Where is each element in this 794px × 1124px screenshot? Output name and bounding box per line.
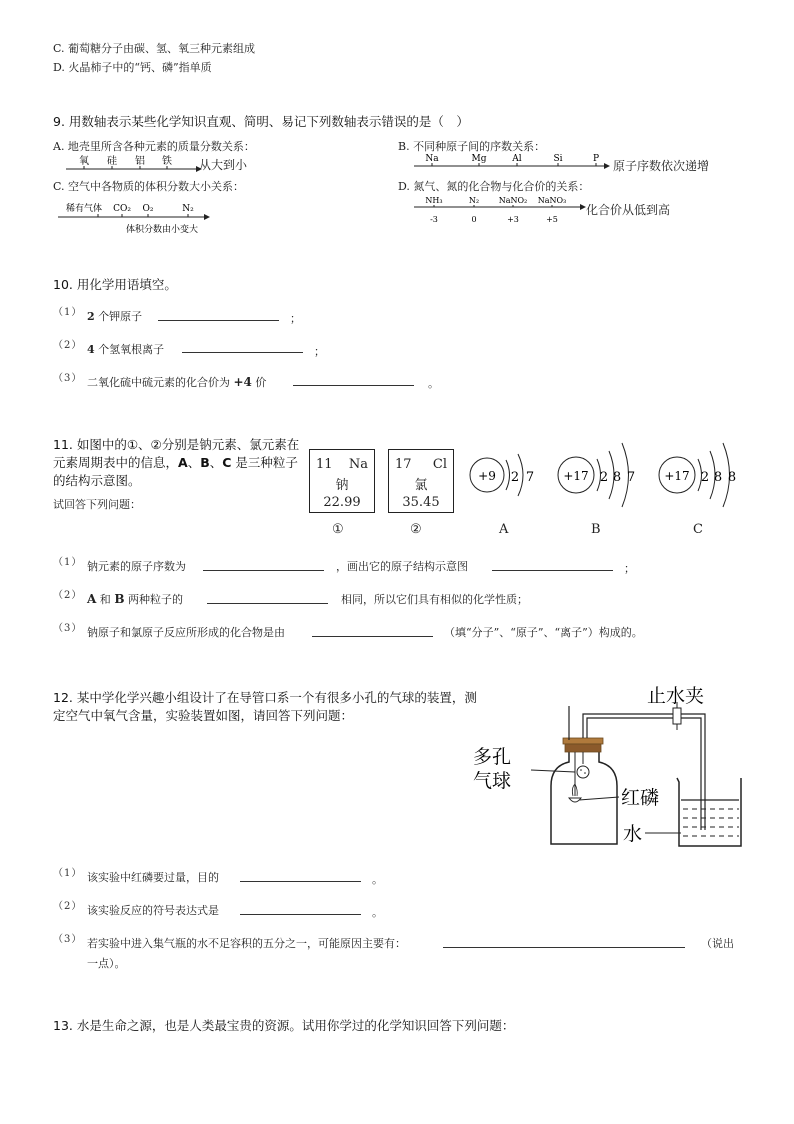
q12-part2-number: （2） <box>53 901 83 912</box>
q11-part2-number: （2） <box>53 590 83 601</box>
q10-part3-end: 。 <box>428 377 439 390</box>
q9-b-item: Si <box>553 154 563 164</box>
atom-shell-electrons: 2 <box>510 470 520 485</box>
q8-option-c: C. 葡萄糖分子由碳、氢、氧三种元素组成 <box>53 42 256 55</box>
q10-part3-unit: 价 <box>251 376 267 389</box>
q11-stem-c: C <box>222 455 232 470</box>
q11-part1-number: （1） <box>53 557 83 568</box>
element-cell-sodium <box>309 449 375 513</box>
q9-b-item: Mg <box>471 154 487 164</box>
q12-part3-number: （3） <box>53 934 83 945</box>
q9-option-d-axis <box>412 193 592 229</box>
q9-a-item: 铝 <box>135 156 145 167</box>
cell-atomic-mass: 22.99 <box>323 495 361 510</box>
q10-part2-text: 个氢氧根离子 <box>94 343 165 356</box>
q9-option-d-label: D. 氮气、氮的化合物与化合价的关系： <box>398 180 590 193</box>
q11-stem-sep: 、 <box>187 455 201 470</box>
q12-part2-text: 该实验反应的符号表达式是 <box>87 904 219 917</box>
q11-part2-text-2: 相同，所以它们具有相似的化学性质； <box>341 593 528 606</box>
q11-part2-text: 两种粒子的 <box>124 593 183 606</box>
q11-part2-a: A <box>87 592 97 606</box>
q9-b-item: Na <box>425 154 439 164</box>
q11-part1-text: 钠元素的原子序数为 <box>87 560 186 573</box>
q9-a-note: 从大到小 <box>199 158 248 172</box>
q9-option-b-label: B. 不同种原子间的序数关系： <box>398 140 546 153</box>
q10-part2-end: ； <box>314 345 325 358</box>
q9-c-item: N₂ <box>182 204 194 214</box>
q9-d-value: 0 <box>471 215 477 224</box>
atom-shell-electrons: 8 <box>727 470 737 485</box>
q12-part1-end: 。 <box>372 873 383 886</box>
label-balloon-1: 多孔 <box>473 746 512 768</box>
atom-shell-electrons: 7 <box>525 470 535 485</box>
q10-part1-number: （1） <box>53 307 83 318</box>
q9-b-item: P <box>592 154 600 164</box>
cell-atomic-number: 17 <box>395 457 412 472</box>
label-clamp: 止水夹 <box>647 685 705 707</box>
q10-part1-end: ； <box>290 312 301 325</box>
q11-stem-line2-text: 元素周期表中的信息， <box>53 455 179 470</box>
q10-stem: 10. 用化学用语填空。 <box>53 277 177 292</box>
q12-part1-text: 该实验中红磷要过量，目的 <box>87 871 219 884</box>
q11-stem-b: B <box>200 455 210 470</box>
atom-caption: C <box>693 522 703 537</box>
q9-d-item: NaNO₃ <box>537 196 567 205</box>
q12-stem-line1: 12. 某中学化学兴趣小组设计了在导管口系一个有很多小孔的气球的装置，测 <box>53 690 477 705</box>
q12-part1-number: （1） <box>53 868 83 879</box>
q9-c-item: 稀有气体 <box>65 204 103 214</box>
cell-atomic-number: 11 <box>316 457 333 472</box>
cell-element-name: 氯 <box>414 478 428 493</box>
q11-part1-answer-blank-1[interactable] <box>203 570 324 571</box>
cell-symbol: Na <box>348 457 368 472</box>
q9-c-note: 体积分数由小变大 <box>125 225 199 235</box>
q10-part1-count: 2 <box>87 310 95 323</box>
cell-caption: ① <box>332 522 344 537</box>
q10-part2-answer-blank[interactable] <box>182 352 303 353</box>
cell-symbol: Cl <box>432 457 447 472</box>
q9-option-b-axis <box>410 150 615 176</box>
q11-part1-end: ； <box>624 562 635 575</box>
atom-nucleus: +17 <box>664 469 690 483</box>
q9-b-note: 原子序数依次递增 <box>613 159 710 173</box>
q9-stem: 9. 用数轴表示某些化学知识直观、简明、易记下列数轴表示错误的是（ ） <box>53 114 469 129</box>
atom-structure-c <box>656 430 756 520</box>
q11-part2-answer-blank[interactable] <box>207 603 328 604</box>
oxygen-experiment-apparatus <box>465 678 765 853</box>
q10-part1-answer-blank[interactable] <box>158 320 279 321</box>
q12-part3-line2: 一点）。 <box>87 957 126 970</box>
q11-part3-answer-blank[interactable] <box>312 636 433 637</box>
q12-stem-line2: 定空气中氧气含量，实验装置如图，请回答下列问题： <box>53 708 354 723</box>
q10-part3-valence: +4 <box>233 375 252 389</box>
atom-shell-electrons: 7 <box>626 470 636 485</box>
q8-option-d: D. 火晶柿子中的“钙、磷”指单质 <box>53 61 212 74</box>
q13-stem: 13. 水是生命之源，也是人类最宝贵的资源。试用你学过的化学知识回答下列问题： <box>53 1018 515 1033</box>
q9-option-c-label: C. 空气中各物质的体积分数大小关系： <box>53 180 245 193</box>
q10-part2-count: 4 <box>87 343 95 356</box>
q12-part3-text: 若实验中进入集气瓶的水不足容积的五分之一，可能原因主要有： <box>87 937 406 950</box>
q12-part3-answer-blank[interactable] <box>443 947 685 948</box>
q9-d-item: N₂ <box>468 196 480 205</box>
q9-option-c-axis <box>56 198 246 238</box>
q11-stem-line3: 的结构示意图。 <box>53 473 141 488</box>
q9-c-item: CO₂ <box>113 204 131 214</box>
q11-part3-text-2: （填“分子”、“原子”、“离子”）构成的。 <box>444 626 643 639</box>
label-water: 水 <box>623 823 643 845</box>
q9-d-value: +3 <box>507 215 519 224</box>
label-phosphorus: 红磷 <box>621 787 660 809</box>
q9-a-item: 硅 <box>107 156 117 167</box>
atom-structure-b <box>555 430 655 520</box>
cell-caption: ② <box>410 522 422 537</box>
q10-part3-text: 二氧化硫中硫元素的化合价为 <box>87 376 234 389</box>
atom-nucleus: +17 <box>563 469 589 483</box>
q11-part2-and: 和 <box>96 593 115 606</box>
q9-a-item: 铁 <box>162 156 172 167</box>
q9-d-item: NH₃ <box>425 196 443 205</box>
q9-a-item: 氧 <box>79 156 89 167</box>
q11-stem-line2-tail: 是三种粒子 <box>231 455 298 470</box>
q9-d-item: NaNO₂ <box>498 196 528 205</box>
label-balloon-2: 气球 <box>473 770 512 792</box>
q11-part2-b: B <box>114 592 125 606</box>
q10-part3-number: （3） <box>53 373 83 384</box>
cell-element-name: 钠 <box>335 478 349 493</box>
atom-shell-electrons: 2 <box>700 470 710 485</box>
q9-d-note: 化合价从低到高 <box>586 203 671 217</box>
q12-part2-end: 。 <box>372 906 383 919</box>
q9-d-value: +5 <box>546 215 558 224</box>
q10-part2-number: （2） <box>53 340 83 351</box>
q11-stem-sep: 、 <box>209 455 223 470</box>
element-cell-chlorine <box>388 449 454 513</box>
q11-part1-answer-blank-2[interactable] <box>492 570 613 571</box>
q9-b-item: Al <box>512 154 522 164</box>
q12-part3-end: （说出 <box>701 937 734 950</box>
atom-nucleus: +9 <box>478 469 496 483</box>
q10-part3-answer-blank[interactable] <box>293 385 414 386</box>
atom-shell-electrons: 8 <box>713 470 723 485</box>
q11-part3-text: 钠原子和氯原子反应所形成的化合物是由 <box>87 626 285 639</box>
q9-option-a-label: A. 地壳里所含各种元素的质量分数关系： <box>53 140 255 153</box>
q12-part2-answer-blank[interactable] <box>240 914 361 915</box>
cell-atomic-mass: 35.45 <box>402 495 440 510</box>
q11-stem-line1: 11. 如图中的①、②分别是钠元素、氯元素在 <box>53 437 300 452</box>
q9-d-value: -3 <box>430 215 438 224</box>
atom-shell-electrons: 2 <box>599 470 609 485</box>
atom-shell-electrons: 8 <box>612 470 622 485</box>
atom-structure-a <box>465 440 555 515</box>
q9-c-item: O₂ <box>142 204 154 214</box>
q11-part1-text-2: ，画出它的原子结构示意图 <box>336 560 468 573</box>
q11-stem-a: A <box>178 455 188 470</box>
q10-part1-text: 个钾原子 <box>94 310 143 323</box>
atom-caption: A <box>499 522 509 537</box>
atom-caption: B <box>591 522 601 537</box>
q11-stem-line2 <box>53 453 298 471</box>
q11-part3-number: （3） <box>53 623 83 634</box>
q12-part1-answer-blank[interactable] <box>240 881 361 882</box>
q11-stem-line4: 试回答下列问题： <box>53 498 141 511</box>
